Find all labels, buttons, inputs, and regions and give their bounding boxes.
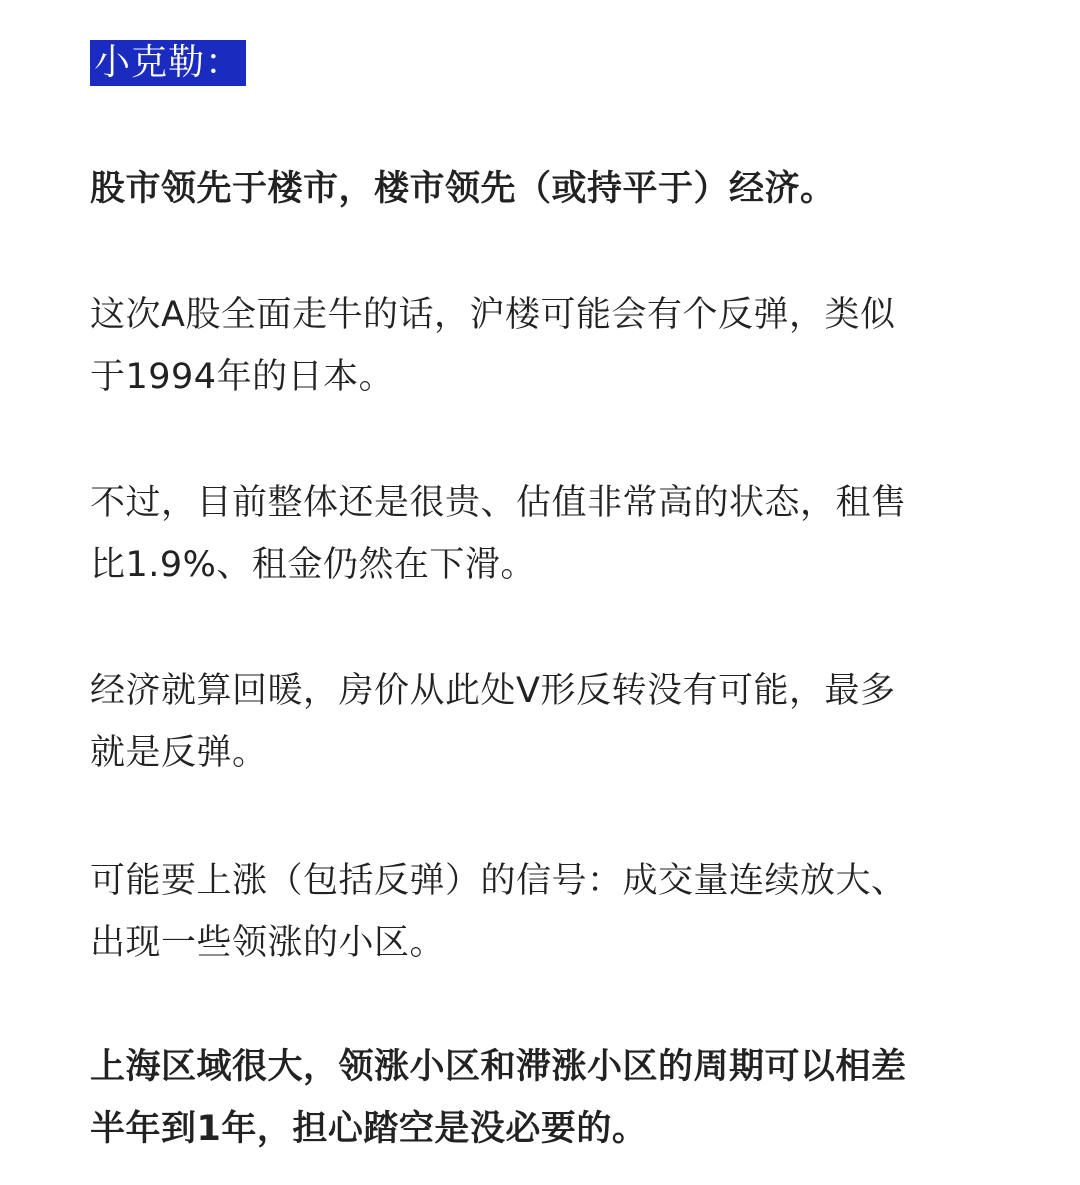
- paragraph-5: [90, 850, 907, 974]
- paragraph-4: [90, 660, 895, 784]
- paragraph-line: 比1.9%、租金仍然在下滑。: [90, 545, 536, 585]
- paragraph-1: [90, 158, 836, 220]
- paragraph-line: 于1994年的日本。: [90, 357, 395, 397]
- paragraph-line: 股市领先于楼市，楼市领先（或持平于）经济。: [90, 169, 836, 209]
- article-body: [90, 40, 990, 1149]
- paragraph-line: 上海区域很大，领涨小区和滞涨小区的周期可以相差: [90, 1047, 907, 1087]
- paragraph-2: [90, 284, 895, 408]
- paragraph-line: 不过，目前整体还是很贵、估值非常高的状态，租售: [90, 483, 907, 523]
- paragraph-line: 可能要上涨（包括反弹）的信号：成交量连续放大、: [90, 861, 907, 901]
- paragraph-6: [90, 1036, 907, 1160]
- paragraph-line: 经济就算回暖，房价从此处V形反转没有可能，最多: [90, 671, 896, 711]
- author-tag: 小克勒：: [90, 40, 246, 86]
- paragraph-line: 出现一些领涨的小区。: [90, 923, 446, 963]
- paragraph-3: [90, 472, 907, 596]
- paragraph-line: 这次A股全面走牛的话，沪楼可能会有个反弹，类似: [90, 295, 896, 335]
- paragraph-line: 就是反弹。: [90, 733, 268, 773]
- paragraph-line: 半年到1年，担心踏空是没必要的。: [90, 1109, 648, 1149]
